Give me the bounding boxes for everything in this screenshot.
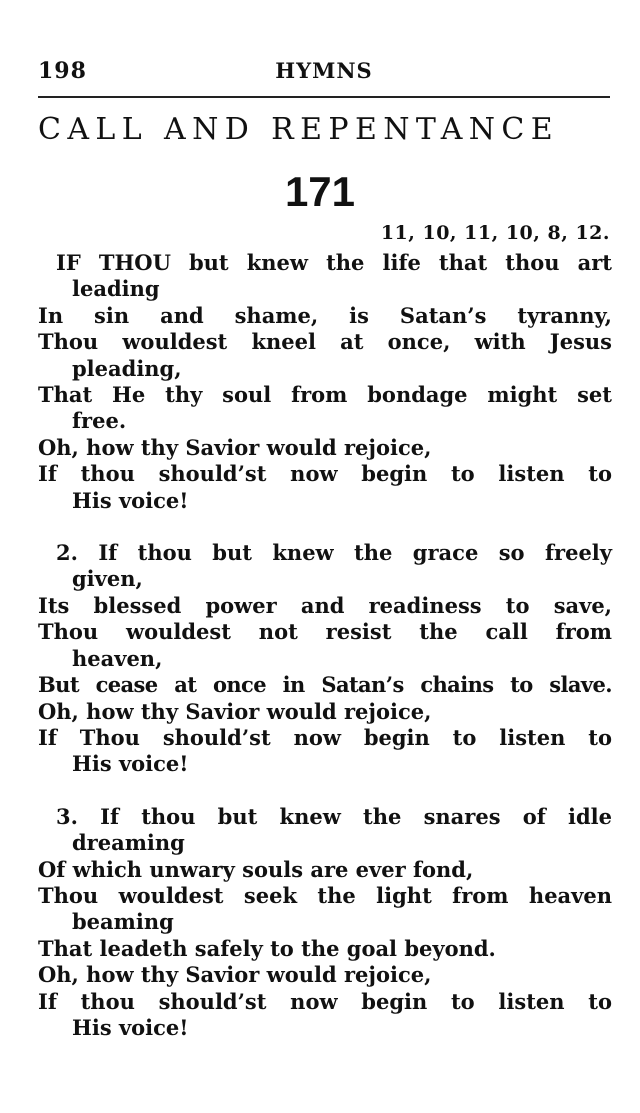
verse-line: His voice! bbox=[72, 1014, 189, 1040]
verse-line: Oh, how thy Savior would rejoice, bbox=[38, 962, 432, 988]
hymn-meter: 11, 10, 11, 10, 8, 12. bbox=[380, 222, 610, 244]
verse-line: 3. If thou but knew the snares of idle bbox=[56, 803, 612, 829]
verse-line: Thou wouldest kneel at once, with Jesus bbox=[38, 329, 612, 355]
verse-line: In sin and shame, is Satan’s tyranny, bbox=[38, 302, 612, 328]
verse-line: Of which unwary souls are ever fond, bbox=[38, 856, 474, 882]
verse-line: His voice! bbox=[72, 487, 189, 513]
section-title: CALL AND REPENTANCE bbox=[38, 112, 560, 147]
verse-line: Oh, how thy Savior would rejoice, bbox=[38, 434, 432, 460]
verse-line: His voice! bbox=[72, 751, 189, 777]
verse-line: If thou should’st now begin to listen to bbox=[38, 461, 612, 487]
verse-line: beaming bbox=[72, 909, 174, 935]
verse-line: Thou wouldest not resist the call from bbox=[38, 619, 612, 645]
header-rule bbox=[38, 96, 610, 98]
verse-1 bbox=[38, 250, 612, 514]
verse-line: free. bbox=[72, 408, 127, 434]
page-header bbox=[38, 54, 610, 94]
hymn-verses bbox=[38, 250, 612, 1067]
verse-line: Its blessed power and readiness to save, bbox=[38, 592, 612, 618]
page-number: 198 bbox=[38, 58, 87, 84]
verse-line: Oh, how thy Savior would rejoice, bbox=[38, 698, 432, 724]
verse-line: Thou wouldest seek the light from heaven bbox=[38, 882, 612, 908]
verse-line: That leadeth safely to the goal beyond. bbox=[38, 935, 496, 961]
verse-line: heaven, bbox=[72, 645, 163, 671]
verse-line: pleading, bbox=[72, 355, 182, 381]
verse-line: If thou should’st now begin to listen to bbox=[38, 988, 612, 1014]
hymn-number: 171 bbox=[284, 168, 356, 215]
verse-3 bbox=[38, 804, 612, 1042]
verse-line: leading bbox=[72, 276, 160, 302]
verse-line: dreaming bbox=[72, 830, 185, 856]
verse-line: If Thou should’st now begin to listen to bbox=[38, 724, 612, 750]
verse-2 bbox=[38, 540, 612, 778]
verse-line: given, bbox=[72, 566, 143, 592]
running-head: HYMNS bbox=[275, 58, 373, 83]
verse-line: 2. If thou but knew the grace so freely bbox=[56, 540, 612, 566]
verse-line: But cease at once in Satan’s chains to slave. bbox=[38, 672, 612, 698]
verse-line: IF THOU but knew the life that thou art bbox=[56, 250, 612, 275]
verse-line: That He thy soul from bondage might set bbox=[38, 382, 612, 408]
